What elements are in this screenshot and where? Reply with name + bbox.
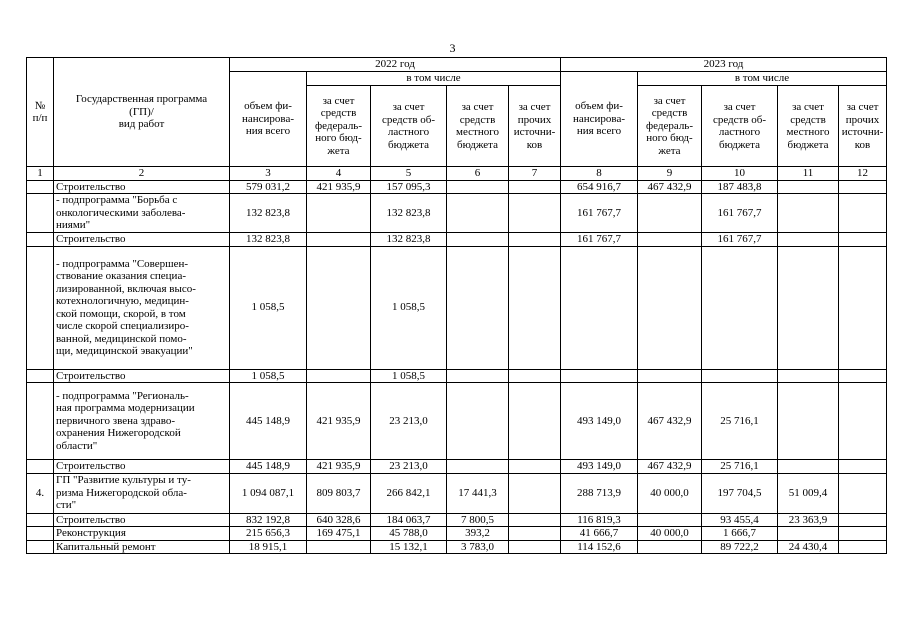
value-cell: [778, 369, 839, 383]
table-row: [27, 383, 887, 460]
page-number: 3: [449, 41, 456, 55]
header-regional-2023: за счет средств об- ластного бюджета: [702, 86, 778, 167]
header-regional-2022: за счет средств об- ластного бюджета: [371, 86, 447, 167]
value-cell: [839, 383, 887, 460]
col-number: 7: [509, 167, 561, 181]
row-name: Строительство: [54, 369, 230, 383]
value-cell: [778, 180, 839, 194]
row-number: [27, 460, 54, 474]
value-cell: 467 432,9: [638, 460, 702, 474]
value-cell: [509, 473, 561, 513]
row-number: [27, 383, 54, 460]
row-name: Строительство: [54, 513, 230, 527]
column-numbers-row: [27, 167, 887, 181]
value-cell: [839, 246, 887, 369]
table-row: [27, 460, 887, 474]
value-cell: [778, 194, 839, 233]
value-cell: [839, 540, 887, 554]
row-number: 4.: [27, 473, 54, 513]
value-cell: [638, 246, 702, 369]
value-cell: 1 094 087,1: [230, 473, 307, 513]
table-row: [27, 513, 887, 527]
row-name: - подпрограмма "Совершен- ствование оказания специа- лизированной, включая высо- котехнологичную, медицин- ской помощи, скорой, в том числе скорой специализиро- ванной, медицинской помо- щи, медицинской эвакуации": [54, 246, 230, 369]
table-row: [27, 473, 887, 513]
value-cell: [509, 369, 561, 383]
value-cell: [509, 180, 561, 194]
row-name: - подпрограмма "Региональ- ная программа модернизации первичного звена здраво- охранения Нижегородской области": [54, 383, 230, 460]
value-cell: 640 328,6: [307, 513, 371, 527]
col-number: 4: [307, 167, 371, 181]
row-number: [27, 540, 54, 554]
value-cell: [778, 246, 839, 369]
value-cell: 579 031,2: [230, 180, 307, 194]
row-name: Строительство: [54, 460, 230, 474]
row-name: - подпрограмма "Борьба с онкологическими заболева- ниями": [54, 194, 230, 233]
value-cell: 132 823,8: [230, 233, 307, 247]
value-cell: [702, 246, 778, 369]
value-cell: [509, 383, 561, 460]
value-cell: 421 935,9: [307, 383, 371, 460]
value-cell: 23 213,0: [371, 460, 447, 474]
row-name: Строительство: [54, 180, 230, 194]
value-cell: 161 767,7: [702, 194, 778, 233]
value-cell: 161 767,7: [561, 194, 638, 233]
value-cell: 132 823,8: [230, 194, 307, 233]
value-cell: 93 455,4: [702, 513, 778, 527]
col-number: 2: [54, 167, 230, 181]
value-cell: [447, 180, 509, 194]
value-cell: [839, 527, 887, 541]
header-year-2023: 2023 год: [561, 58, 887, 72]
table-row: [27, 180, 887, 194]
value-cell: 23 363,9: [778, 513, 839, 527]
table-row: [27, 246, 887, 369]
col-number: 5: [371, 167, 447, 181]
value-cell: [839, 460, 887, 474]
value-cell: 445 148,9: [230, 383, 307, 460]
value-cell: 161 767,7: [702, 233, 778, 247]
value-cell: [638, 513, 702, 527]
value-cell: 18 915,1: [230, 540, 307, 554]
value-cell: 467 432,9: [638, 383, 702, 460]
value-cell: 1 058,5: [371, 369, 447, 383]
value-cell: [509, 527, 561, 541]
row-number: [27, 513, 54, 527]
value-cell: 421 935,9: [307, 180, 371, 194]
row-number: [27, 369, 54, 383]
value-cell: [839, 194, 887, 233]
header-program-col: Государственная программа (ГП)/ вид работ: [54, 58, 230, 167]
value-cell: 114 152,6: [561, 540, 638, 554]
value-cell: 23 213,0: [371, 383, 447, 460]
value-cell: 266 842,1: [371, 473, 447, 513]
value-cell: 809 803,7: [307, 473, 371, 513]
value-cell: [839, 233, 887, 247]
col-number: 1: [27, 167, 54, 181]
value-cell: 41 666,7: [561, 527, 638, 541]
financing-table: [26, 57, 887, 554]
value-cell: [509, 513, 561, 527]
header-federal-2023: за счет средств федераль- ного бюд- жета: [638, 86, 702, 167]
col-number: 11: [778, 167, 839, 181]
value-cell: [509, 194, 561, 233]
value-cell: 24 430,4: [778, 540, 839, 554]
table-row: [27, 527, 887, 541]
value-cell: 132 823,8: [371, 233, 447, 247]
value-cell: [447, 369, 509, 383]
value-cell: [702, 369, 778, 383]
row-name: Строительство: [54, 233, 230, 247]
value-cell: 1 058,5: [230, 369, 307, 383]
value-cell: [447, 233, 509, 247]
value-cell: [447, 383, 509, 460]
value-cell: [307, 540, 371, 554]
header-year-2022: 2022 год: [230, 58, 561, 72]
value-cell: 187 483,8: [702, 180, 778, 194]
value-cell: 421 935,9: [307, 460, 371, 474]
value-cell: 832 192,8: [230, 513, 307, 527]
value-cell: [839, 473, 887, 513]
col-number: 9: [638, 167, 702, 181]
row-name: Реконструкция: [54, 527, 230, 541]
row-number: [27, 194, 54, 233]
header-total-2023: объем фи- нансирова- ния всего: [561, 72, 638, 167]
header-local-2023: за счет средств местного бюджета: [778, 86, 839, 167]
value-cell: 132 823,8: [371, 194, 447, 233]
header-federal-2022: за счет средств федераль- ного бюд- жета: [307, 86, 371, 167]
value-cell: 1 058,5: [230, 246, 307, 369]
value-cell: [307, 246, 371, 369]
col-number: 3: [230, 167, 307, 181]
col-number: 12: [839, 167, 887, 181]
value-cell: [447, 460, 509, 474]
value-cell: 51 009,4: [778, 473, 839, 513]
value-cell: [778, 383, 839, 460]
value-cell: 493 149,0: [561, 460, 638, 474]
value-cell: [307, 369, 371, 383]
value-cell: 288 713,9: [561, 473, 638, 513]
value-cell: 169 475,1: [307, 527, 371, 541]
value-cell: 1 666,7: [702, 527, 778, 541]
value-cell: 654 916,7: [561, 180, 638, 194]
value-cell: [778, 527, 839, 541]
value-cell: 445 148,9: [230, 460, 307, 474]
row-name: ГП "Развитие культуры и ту- ризма Нижегородской обла- сти": [54, 473, 230, 513]
value-cell: 89 722,2: [702, 540, 778, 554]
value-cell: 40 000,0: [638, 473, 702, 513]
value-cell: [509, 460, 561, 474]
value-cell: [778, 233, 839, 247]
value-cell: 7 800,5: [447, 513, 509, 527]
value-cell: 15 132,1: [371, 540, 447, 554]
value-cell: 116 819,3: [561, 513, 638, 527]
value-cell: 17 441,3: [447, 473, 509, 513]
value-cell: [839, 180, 887, 194]
header-num-col: № п/п: [27, 58, 54, 167]
row-number: [27, 233, 54, 247]
header-local-2022: за счет средств местного бюджета: [447, 86, 509, 167]
header-other-2022: за счет прочих источни- ков: [509, 86, 561, 167]
col-number: 10: [702, 167, 778, 181]
value-cell: 25 716,1: [702, 383, 778, 460]
value-cell: 393,2: [447, 527, 509, 541]
header-including-2022: в том числе: [307, 72, 561, 86]
value-cell: 45 788,0: [371, 527, 447, 541]
value-cell: 467 432,9: [638, 180, 702, 194]
col-number: 8: [561, 167, 638, 181]
row-number: [27, 246, 54, 369]
value-cell: [638, 369, 702, 383]
header-total-2022: объем фи- нансирова- ния всего: [230, 72, 307, 167]
value-cell: [447, 194, 509, 233]
value-cell: 161 767,7: [561, 233, 638, 247]
table-row: [27, 369, 887, 383]
value-cell: [447, 246, 509, 369]
value-cell: [561, 369, 638, 383]
value-cell: [638, 233, 702, 247]
value-cell: [638, 540, 702, 554]
header-other-2023: за счет прочих источни- ков: [839, 86, 887, 167]
value-cell: 197 704,5: [702, 473, 778, 513]
value-cell: [509, 233, 561, 247]
value-cell: [509, 540, 561, 554]
value-cell: 215 656,3: [230, 527, 307, 541]
value-cell: 1 058,5: [371, 246, 447, 369]
value-cell: 184 063,7: [371, 513, 447, 527]
value-cell: [509, 246, 561, 369]
value-cell: 25 716,1: [702, 460, 778, 474]
value-cell: [839, 513, 887, 527]
header-including-2023: в том числе: [638, 72, 887, 86]
table-row: [27, 540, 887, 554]
row-number: [27, 527, 54, 541]
value-cell: 493 149,0: [561, 383, 638, 460]
table-row: [27, 194, 887, 233]
value-cell: 40 000,0: [638, 527, 702, 541]
value-cell: [307, 233, 371, 247]
table-row: [27, 233, 887, 247]
value-cell: [307, 194, 371, 233]
value-cell: 157 095,3: [371, 180, 447, 194]
col-number: 6: [447, 167, 509, 181]
value-cell: [638, 194, 702, 233]
row-number: [27, 180, 54, 194]
row-name: Капитальный ремонт: [54, 540, 230, 554]
value-cell: 3 783,0: [447, 540, 509, 554]
value-cell: [839, 369, 887, 383]
value-cell: [561, 246, 638, 369]
value-cell: [778, 460, 839, 474]
